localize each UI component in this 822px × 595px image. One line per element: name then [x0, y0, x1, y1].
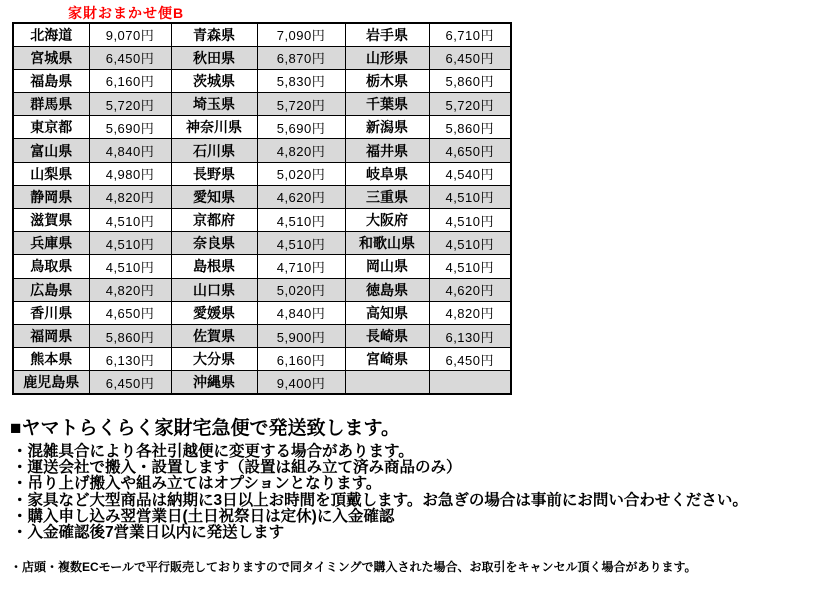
price-cell: 5,860円 — [89, 324, 171, 347]
fee-table-row — [13, 209, 511, 232]
price-cell: 5,860円 — [429, 69, 511, 92]
prefecture-cell: 群馬県 — [13, 93, 89, 116]
note-item: ・入金確認後7営業日以内に発送します — [12, 523, 285, 541]
prefecture-cell: 長崎県 — [345, 324, 429, 347]
fee-table-row — [13, 23, 511, 46]
prefecture-cell: 静岡県 — [13, 185, 89, 208]
prefecture-cell: 富山県 — [13, 139, 89, 162]
fee-table-row — [13, 324, 511, 347]
fee-table-row — [13, 139, 511, 162]
fee-table-row — [13, 232, 511, 255]
fee-table-row — [13, 162, 511, 185]
prefecture-cell: 神奈川県 — [171, 116, 257, 139]
prefecture-cell: 香川県 — [13, 301, 89, 324]
prefecture-cell: 奈良県 — [171, 232, 257, 255]
prefecture-cell: 新潟県 — [345, 116, 429, 139]
prefecture-cell: 岡山県 — [345, 255, 429, 278]
price-cell: 4,820円 — [257, 139, 345, 162]
price-cell: 4,710円 — [257, 255, 345, 278]
prefecture-cell: 茨城県 — [171, 69, 257, 92]
price-cell: 6,450円 — [89, 371, 171, 394]
fine-print-note: ・店頭・複数ECモールで平行販売しておりますので同タイミングで購入された場合、お取引をキャンセル頂く場合があります。 — [10, 560, 697, 574]
note-item: ・運送会社で搬入・設置します（設置は組み立て済み商品のみ） — [12, 459, 462, 477]
prefecture-cell: 三重県 — [345, 185, 429, 208]
price-cell: 4,820円 — [429, 301, 511, 324]
price-cell: 4,510円 — [257, 232, 345, 255]
price-cell: 4,510円 — [429, 209, 511, 232]
price-cell: 4,510円 — [429, 232, 511, 255]
prefecture-cell — [345, 371, 429, 394]
prefecture-cell: 山形県 — [345, 46, 429, 69]
prefecture-cell: 和歌山県 — [345, 232, 429, 255]
prefecture-cell: 沖縄県 — [171, 371, 257, 394]
price-cell: 4,840円 — [257, 301, 345, 324]
price-cell: 6,710円 — [429, 23, 511, 46]
fee-table-row — [13, 301, 511, 324]
prefecture-cell: 兵庫県 — [13, 232, 89, 255]
prefecture-cell: 北海道 — [13, 23, 89, 46]
prefecture-cell: 埼玉県 — [171, 93, 257, 116]
price-cell: 6,130円 — [89, 348, 171, 371]
price-cell: 6,160円 — [257, 348, 345, 371]
price-cell: 5,720円 — [257, 93, 345, 116]
price-cell: 9,400円 — [257, 371, 345, 394]
note-item: ・吊り上げ搬入や組み立てはオプションとなります。 — [12, 475, 382, 493]
price-cell: 7,090円 — [257, 23, 345, 46]
prefecture-cell: 大分県 — [171, 348, 257, 371]
note-item: ・家具など大型商品は納期に3日以上お時間を頂戴します。お急ぎの場合は事前にお問い合わせください。 — [12, 491, 748, 509]
price-cell: 5,720円 — [89, 93, 171, 116]
price-cell: 4,980円 — [89, 162, 171, 185]
notes-list — [12, 444, 748, 541]
prefecture-cell: 高知県 — [345, 301, 429, 324]
prefecture-cell: 青森県 — [171, 23, 257, 46]
prefecture-cell: 熊本県 — [13, 348, 89, 371]
price-cell: 4,510円 — [257, 209, 345, 232]
price-cell: 6,450円 — [429, 46, 511, 69]
price-cell: 5,860円 — [429, 116, 511, 139]
prefecture-cell: 愛知県 — [171, 185, 257, 208]
prefecture-cell: 鳥取県 — [13, 255, 89, 278]
price-cell: 4,510円 — [429, 185, 511, 208]
price-cell: 5,830円 — [257, 69, 345, 92]
prefecture-cell: 徳島県 — [345, 278, 429, 301]
fee-table-row — [13, 116, 511, 139]
price-cell: 6,160円 — [89, 69, 171, 92]
prefecture-cell: 石川県 — [171, 139, 257, 162]
price-cell: 5,020円 — [257, 278, 345, 301]
price-cell: 6,450円 — [89, 46, 171, 69]
note-item: ・購入申し込み翌営業日(土日祝祭日は定休)に入金確認 — [12, 507, 395, 525]
price-cell: 4,510円 — [89, 209, 171, 232]
price-cell: 4,510円 — [89, 255, 171, 278]
prefecture-cell: 島根県 — [171, 255, 257, 278]
prefecture-cell: 大阪府 — [345, 209, 429, 232]
prefecture-cell: 愛媛県 — [171, 301, 257, 324]
fee-table-row — [13, 185, 511, 208]
price-cell: 4,540円 — [429, 162, 511, 185]
price-cell: 6,450円 — [429, 348, 511, 371]
prefecture-cell: 栃木県 — [345, 69, 429, 92]
prefecture-cell: 秋田県 — [171, 46, 257, 69]
price-cell: 5,720円 — [429, 93, 511, 116]
prefecture-cell: 岩手県 — [345, 23, 429, 46]
fee-table-row — [13, 348, 511, 371]
sheet-title: 家財おまかせ便B — [68, 5, 185, 21]
prefecture-cell: 滋賀県 — [13, 209, 89, 232]
prefecture-cell: 鹿児島県 — [13, 371, 89, 394]
prefecture-cell: 宮崎県 — [345, 348, 429, 371]
price-cell: 4,820円 — [89, 185, 171, 208]
notes-heading: ■ヤマトらくらく家財宅急便で発送致します。 — [10, 418, 400, 439]
price-cell: 9,070円 — [89, 23, 171, 46]
prefecture-cell: 山口県 — [171, 278, 257, 301]
price-cell: 4,650円 — [89, 301, 171, 324]
price-cell: 5,690円 — [89, 116, 171, 139]
prefecture-cell: 千葉県 — [345, 93, 429, 116]
prefecture-cell: 宮城県 — [13, 46, 89, 69]
price-cell: 4,820円 — [89, 278, 171, 301]
prefecture-cell: 長野県 — [171, 162, 257, 185]
prefecture-cell: 京都府 — [171, 209, 257, 232]
price-cell: 4,510円 — [89, 232, 171, 255]
price-cell: 4,650円 — [429, 139, 511, 162]
price-cell: 6,870円 — [257, 46, 345, 69]
price-cell: 4,840円 — [89, 139, 171, 162]
price-cell: 4,620円 — [257, 185, 345, 208]
prefecture-cell: 岐阜県 — [345, 162, 429, 185]
fee-table-row — [13, 93, 511, 116]
shipping-fee-table — [12, 22, 512, 395]
prefecture-cell: 福井県 — [345, 139, 429, 162]
prefecture-cell: 福島県 — [13, 69, 89, 92]
prefecture-cell: 東京都 — [13, 116, 89, 139]
fee-table-row — [13, 46, 511, 69]
price-cell: 6,130円 — [429, 324, 511, 347]
fee-table-row — [13, 255, 511, 278]
note-item: ・混雑具合により各社引越便に変更する場合があります。 — [12, 443, 414, 460]
price-cell: 4,620円 — [429, 278, 511, 301]
prefecture-cell: 福岡県 — [13, 324, 89, 347]
price-cell: 5,900円 — [257, 324, 345, 347]
prefecture-cell: 山梨県 — [13, 162, 89, 185]
prefecture-cell: 佐賀県 — [171, 324, 257, 347]
fee-table-row — [13, 69, 511, 92]
price-cell: 5,020円 — [257, 162, 345, 185]
prefecture-cell: 広島県 — [13, 278, 89, 301]
price-cell — [429, 371, 511, 394]
fee-table-row — [13, 371, 511, 394]
price-cell: 4,510円 — [429, 255, 511, 278]
fee-table-row — [13, 278, 511, 301]
price-cell: 5,690円 — [257, 116, 345, 139]
